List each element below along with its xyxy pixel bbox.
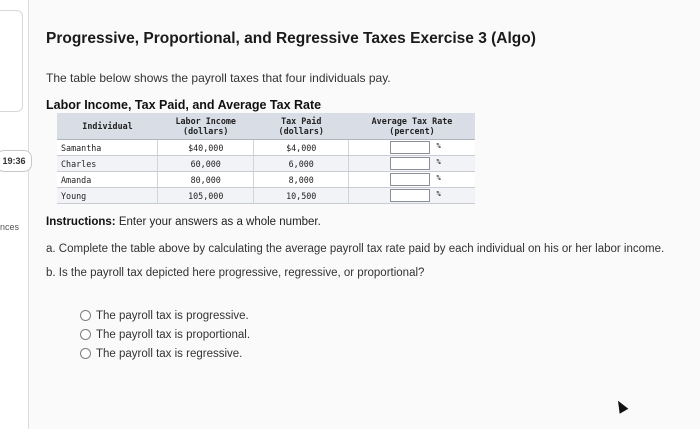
radio-button[interactable]: [80, 329, 91, 340]
cell-rate: [349, 172, 475, 188]
cell-tax: 10,500: [253, 188, 349, 204]
intro-text: The table below shows the payroll taxes that four individuals pay.: [46, 71, 391, 85]
cell-tax: 6,000: [253, 156, 349, 172]
header-labor-income: Labor Income (dollars): [158, 113, 254, 140]
timer-badge: 19:36: [0, 150, 32, 172]
header-individual: Individual: [57, 113, 158, 140]
table-header-row: [57, 113, 475, 140]
percent-sign: %: [436, 158, 441, 166]
page-title: Progressive, Proportional, and Regressive Taxes Exercise 3 (Algo): [46, 30, 536, 47]
tax-table-container: [57, 113, 475, 203]
answer-options: [80, 306, 250, 363]
cell-name: Young: [57, 188, 158, 204]
question-b: b. Is the payroll tax depicted here progressive, regressive, or proportional?: [46, 267, 425, 279]
cell-income: 105,000: [158, 188, 254, 204]
option-label: The payroll tax is proportional.: [96, 328, 251, 341]
percent-sign: %: [436, 190, 441, 198]
sidebar-card[interactable]: [0, 10, 23, 112]
sidebar-label[interactable]: nces: [0, 222, 20, 232]
cell-rate: [349, 156, 475, 172]
cell-income: $40,000: [158, 140, 254, 156]
radio-button[interactable]: [80, 310, 91, 321]
option-label: The payroll tax is regressive.: [96, 347, 243, 360]
instructions-label: Instructions:: [46, 216, 116, 228]
table-caption: Labor Income, Tax Paid, and Average Tax Rate: [46, 98, 322, 112]
radio-button[interactable]: [80, 348, 91, 359]
option-regressive[interactable]: [80, 344, 250, 363]
rate-input-charles[interactable]: [390, 157, 430, 170]
cell-income: 60,000: [158, 156, 254, 172]
table-row: [57, 140, 475, 156]
option-proportional[interactable]: [80, 325, 250, 344]
cell-rate: [349, 188, 475, 204]
percent-sign: %: [436, 142, 441, 150]
header-average-tax-rate: Average Tax Rate (percent): [349, 113, 475, 140]
rate-input-young[interactable]: [390, 189, 430, 202]
cell-name: Amanda: [57, 172, 158, 188]
rate-input-amanda[interactable]: [390, 173, 430, 186]
option-progressive[interactable]: [80, 306, 250, 325]
cell-income: 80,000: [158, 172, 254, 188]
instructions-text: Enter your answers as a whole number.: [115, 216, 321, 228]
tax-table: [57, 113, 475, 204]
cell-rate: [349, 140, 475, 156]
table-row: [57, 156, 475, 172]
cell-name: Samantha: [57, 140, 158, 156]
cell-tax: 8,000: [253, 172, 349, 188]
question-a: a. Complete the table above by calculating the average payroll tax rate paid by each individual on his or her labor income.: [46, 243, 665, 255]
cell-tax: $4,000: [253, 140, 349, 156]
table-row: [57, 188, 475, 204]
table-row: [57, 172, 475, 188]
mouse-cursor-icon: [614, 398, 629, 413]
cell-name: Charles: [57, 156, 158, 172]
percent-sign: %: [436, 174, 441, 182]
rate-input-samantha[interactable]: [390, 141, 430, 154]
header-tax-paid: Tax Paid (dollars): [253, 113, 349, 140]
option-label: The payroll tax is progressive.: [96, 309, 249, 322]
instructions: [46, 216, 321, 228]
